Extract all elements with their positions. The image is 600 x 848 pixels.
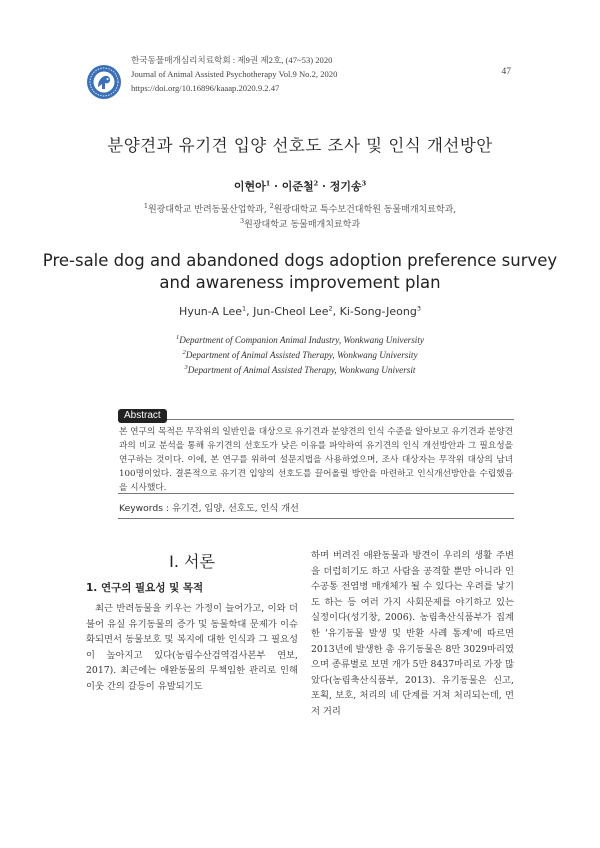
keywords-rule (118, 518, 514, 519)
subsection-title: 1. 연구의 필요성 및 목적 (86, 582, 204, 594)
body-column-left (86, 601, 298, 695)
journal-header (131, 53, 337, 95)
author-affiliation-mark: 3 (361, 179, 367, 188)
affiliation-line: $^3$원광대학교 동물매개치료학과 (239, 217, 361, 230)
author-name: Hyun-A Lee (179, 305, 242, 318)
author-affiliation-mark: 1 (242, 304, 247, 313)
section-title: Ⅰ. 서론 (169, 552, 215, 571)
body-paragraph: 최근 반려동물을 키우는 가정이 늘어가고, 이와 더불어 유실 유기동물의 증가 및 동물학대 문제가 이슈화되면서 동물보호 및 복지에 대한 인식과 그 필요성이 높아지고 있다(농림수산검역검사본부 연보, 2017). 최근에는 애완동물의 무책임한 관리로 인해 이웃 간의 갈등이 유발되기도 (86, 603, 298, 692)
author-name: Jun-Cheol Lee (253, 305, 329, 318)
doi-link[interactable]: https://doi.org/10.16896/kaaap.2020.9.2.47 (131, 83, 280, 93)
abstract-text: 본 연구의 목적은 무작위의 일반인을 대상으로 유기견과 분양견의 인식 수준을 알아보고 유기견과 분양견과의 비교 분석을 통해 유기견의 선호도가 낮은 이유를 파악하여 유기견의 인식 개선방안과 그 필요성을 연구하는 것이다. 이에, 본 연구를 위하여 설문지법을 사용하였으며, 조사 대상자는 무작위 대상의 남녀 100명이었다. 결론적으로 유기견 입양의 선호도를 끌어올릴 방안을 마련하고 인식개선방안을 수립했음을 시사했다. (119, 427, 513, 493)
author-name: 이준철 (281, 180, 314, 193)
author-name: 정기송 (329, 180, 362, 193)
body-paragraph: 하며 버려진 애완동물과 방견이 우리의 생활 주변을 더럽히기도 하고 사람을 공격할 뿐만 아니라 인수공통 전염병 매개체가 될 수 있다는 우려를 낳기도 하는 등 여러 가지 사회문제를 야기하고 있는 실정이다(성기창, 2006). 농림축산식품부가 집계한 '유기동물 발생 및 반환 사례 통계'에 따르면 2013년에 발생한 총 유기동물은 8만 3029마리였으며 종류별로 보면 개가 5만 8437마리로 가장 많았다(농림축산식품부, 2013). 유기동물은 신고, 포획, 보호, 처리의 네 단계를 거쳐 처리되는데, 먼저 거리 (311, 550, 514, 717)
affiliation-en-line: $^2$Department of Animal Assisted Therapy, Wonkwang University (182, 348, 418, 360)
paper-title-en-line: Pre-sale dog and abandoned dogs adoption preference survey (42, 251, 558, 270)
affiliation-line: $^1$원광대학교 반려동물산업학과, $^2$원광대학교 특수보건대학원 동물매개치료학과, (143, 202, 457, 215)
author-name: 이현아 (233, 180, 266, 193)
affiliations-en (0, 333, 600, 378)
author-separator: · (270, 180, 282, 193)
keywords (119, 500, 299, 514)
author-name: Ki-Song-Jeong (339, 305, 417, 318)
author-affiliation-mark: 2 (313, 179, 319, 188)
journal-name-ko: 한국동물매개심리치료학회 : 제9권 제2호, (47~53) 2020 (131, 55, 333, 65)
page-number: 47 (501, 67, 511, 77)
affiliation-en-line: $^1$Department of Companion Animal Industry, Wonkwang University (176, 333, 424, 345)
author-separator: , (332, 305, 340, 318)
keywords-label: Keywords : (119, 503, 172, 514)
society-logo-icon (86, 64, 122, 100)
paper-title-ko: 분양견과 유기견 입양 선호도 조사 및 인식 개선방안 (107, 136, 493, 155)
author-affiliation-mark: 1 (265, 179, 271, 188)
authors-en (0, 305, 600, 318)
paper-title-en (0, 250, 600, 294)
abstract-label: Abstract (118, 409, 167, 423)
author-separator: , (246, 305, 254, 318)
paper-title-en-line: and awareness improvement plan (159, 273, 441, 292)
journal-name-en: Journal of Animal Assisted Psychotherapy Vol.9 No.2, 2020 (131, 69, 338, 79)
keywords-text: 유기견, 입양, 선호도, 인식 개선 (171, 503, 299, 514)
affiliations-ko (0, 203, 600, 233)
abstract-top-rule (118, 419, 514, 420)
affiliation-en-line: $^3$Department of Animal Assisted Therapy, Wonkwang Universit (184, 363, 416, 375)
body-column-right (311, 548, 514, 720)
authors-ko (0, 178, 600, 194)
author-affiliation-mark: 2 (328, 304, 333, 313)
abstract-bottom-rule (118, 493, 514, 494)
author-affiliation-mark: 3 (416, 304, 421, 313)
author-separator: · (318, 180, 330, 193)
